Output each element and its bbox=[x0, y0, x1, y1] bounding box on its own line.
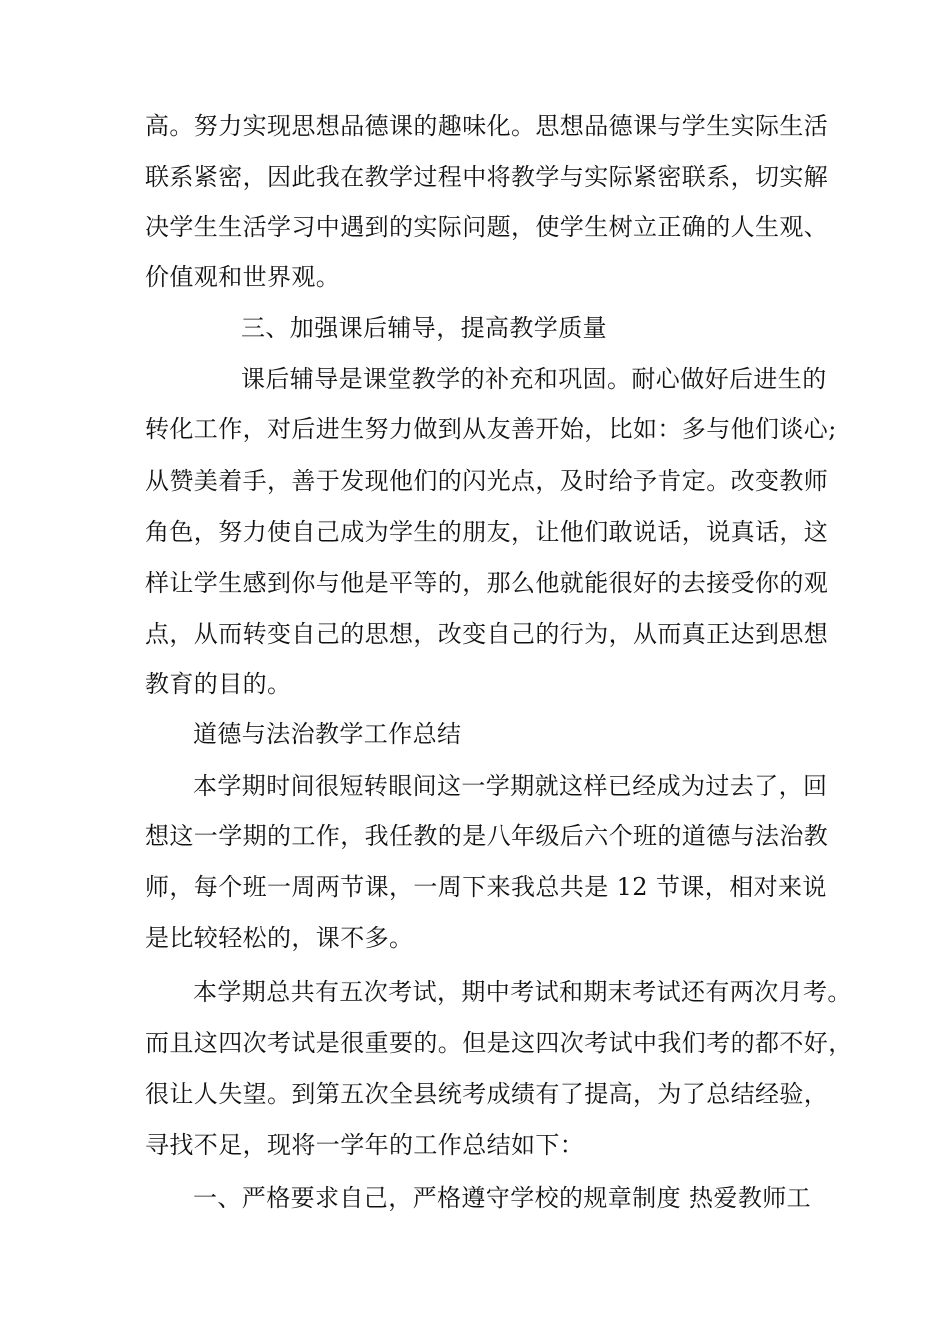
text-line: 点，从而转变自己的思想，改变自己的行为，从而真正达到思想 bbox=[145, 620, 829, 648]
text-line: 师，每个班一周两节课，一周下来我总共是 12 节课，相对来说 bbox=[145, 873, 827, 901]
text-line: 本学期时间很短转眼间这一学期就这样已经成为过去了，回 bbox=[193, 772, 828, 800]
text-line: 本学期总共有五次考试，期中考试和期末考试还有两次月考。 bbox=[193, 978, 852, 1006]
section-heading: 一、严格要求自己，严格遵守学校的规章制度 热爱教师工 bbox=[193, 1184, 812, 1212]
text-line: 很让人失望。到第五次全县统考成绩有了提高，为了总结经验， bbox=[145, 1080, 829, 1108]
text-line: 转化工作，对后进生努力做到从友善开始，比如：多与他们谈心; bbox=[145, 415, 837, 443]
text-line: 寻找不足，现将一学年的工作总结如下： bbox=[145, 1131, 585, 1159]
document-title: 道德与法治教学工作总结 bbox=[193, 720, 462, 748]
text-line: 高。努力实现思想品德课的趣味化。思想品德课与学生实际生活 bbox=[145, 112, 829, 140]
text-line: 想这一学期的工作，我任教的是八年级后六个班的道德与法治教 bbox=[145, 822, 829, 850]
text-line: 角色，努力使自己成为学生的朋友，让他们敢说话，说真话，这 bbox=[145, 518, 829, 546]
text-line: 价值观和世界观。 bbox=[145, 263, 341, 291]
text-line: 样让学生感到你与他是平等的，那么他就能很好的去接受你的观 bbox=[145, 569, 829, 597]
text-line: 决学生生活学习中遇到的实际问题，使学生树立正确的人生观、 bbox=[145, 213, 829, 241]
text-line: 课后辅导是课堂教学的补充和巩固。耐心做好后进生的 bbox=[241, 365, 827, 393]
text-line: 从赞美着手，善于发现他们的闪光点，及时给予肯定。改变教师 bbox=[145, 467, 829, 495]
text-line: 联系紧密，因此我在教学过程中将教学与实际紧密联系，切实解 bbox=[145, 163, 829, 191]
text-line: 教育的目的。 bbox=[145, 670, 292, 698]
section-heading: 三、加强课后辅导，提高教学质量 bbox=[241, 314, 607, 342]
text-line: 而且这四次考试是很重要的。但是这四次考试中我们考的都不好， bbox=[145, 1029, 853, 1057]
text-line: 是比较轻松的，课不多。 bbox=[145, 924, 414, 952]
